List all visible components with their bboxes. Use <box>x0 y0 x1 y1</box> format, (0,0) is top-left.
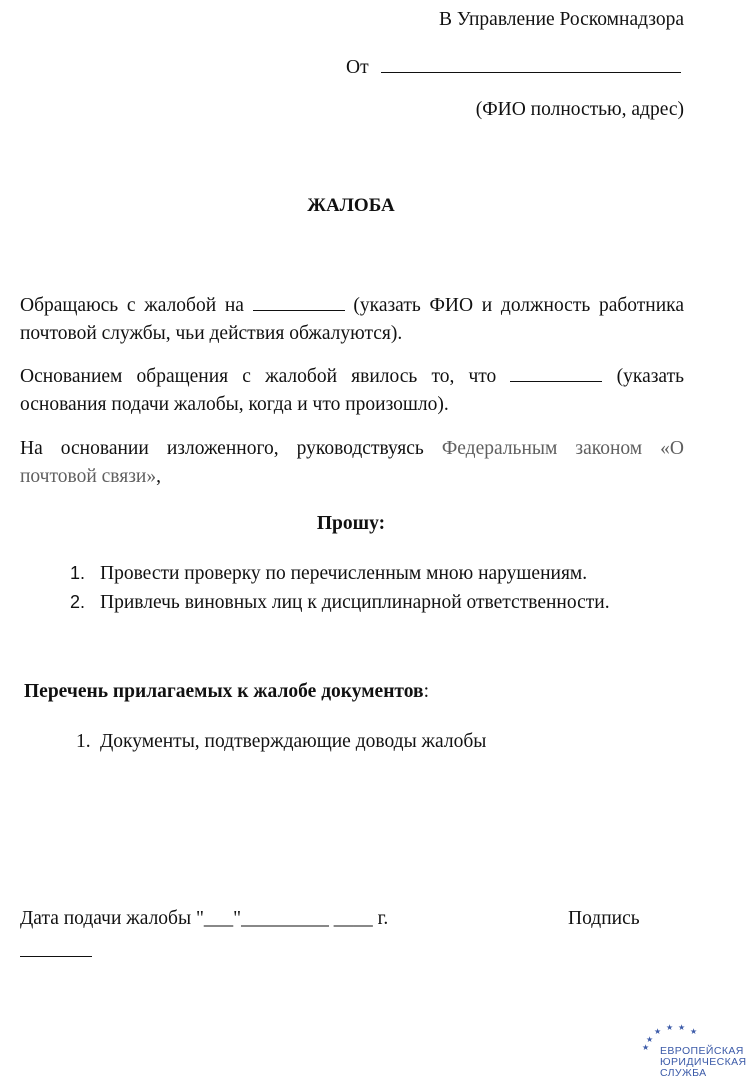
list-number: 1. <box>70 563 86 583</box>
logo-line: ЮРИДИЧЕСКАЯ <box>660 1056 747 1068</box>
attachments-heading-text: Перечень прилагаемых к жалобе документов <box>24 681 424 702</box>
p2-text-b: (указать основания подачи жалобы, когда и что произошло). <box>20 366 685 415</box>
list-text: Документы, подтверждающие доводы жалобы <box>100 731 487 752</box>
p1-text-b: (указать ФИО и должность работника почтовой службы, чьи действия обжалуются). <box>20 295 685 344</box>
paragraph-legal-basis <box>20 435 684 491</box>
p2-blank <box>510 366 602 382</box>
request-list <box>70 559 610 617</box>
svg-text:★: ★ <box>646 1035 654 1044</box>
p1-text-a: Обращаюсь с жалобой на <box>20 295 244 316</box>
list-item <box>70 559 610 588</box>
addressee: В Управление Роскомнадзора <box>439 9 684 30</box>
logo-line: ЕВРОПЕЙСКАЯ <box>660 1045 744 1057</box>
paragraph-complaint-target <box>20 292 684 348</box>
p3-text-a: На основании изложенного, руководствуясь <box>20 438 424 459</box>
submission-date: Дата подачи жалобы "___"_________ ____ г. <box>20 908 389 929</box>
paragraph-complaint-basis <box>20 363 684 419</box>
logo-line: СЛУЖБА <box>660 1067 707 1079</box>
attachments-colon: : <box>423 681 429 702</box>
svg-text:★: ★ <box>666 1023 674 1032</box>
federal-law-link[interactable]: Федеральным законом «О почтовой связи» <box>20 438 684 487</box>
document-title: ЖАЛОБА <box>307 195 395 216</box>
svg-text:★: ★ <box>690 1027 698 1036</box>
list-item <box>70 588 610 617</box>
list-text: Провести проверку по перечисленным мною нарушениям. <box>100 563 588 584</box>
list-number: 2. <box>70 592 86 612</box>
from-line <box>346 56 686 80</box>
company-logo <box>640 1022 750 1084</box>
svg-text:★: ★ <box>678 1023 686 1032</box>
request-heading: Прошу: <box>316 513 386 534</box>
list-number: 1. <box>76 731 91 752</box>
signature-label: Подпись <box>568 908 640 929</box>
p3-text-b: , <box>156 466 161 487</box>
logo-text <box>660 1046 747 1079</box>
list-text: Привлечь виновных лиц к дисциплинарной ответственности. <box>100 592 610 613</box>
from-label: От <box>346 57 369 78</box>
date-continuation-blank <box>20 940 92 957</box>
attachments-heading <box>24 680 429 704</box>
fio-hint: (ФИО полностью, адрес) <box>475 99 684 120</box>
p2-text-a: Основанием обращения с жалобой явилось то, что <box>20 366 497 387</box>
svg-text:★: ★ <box>654 1027 662 1036</box>
attachments-list <box>76 727 486 756</box>
p1-blank <box>253 295 345 311</box>
from-blank <box>381 56 681 73</box>
svg-text:★: ★ <box>642 1043 650 1052</box>
list-item <box>76 727 486 756</box>
